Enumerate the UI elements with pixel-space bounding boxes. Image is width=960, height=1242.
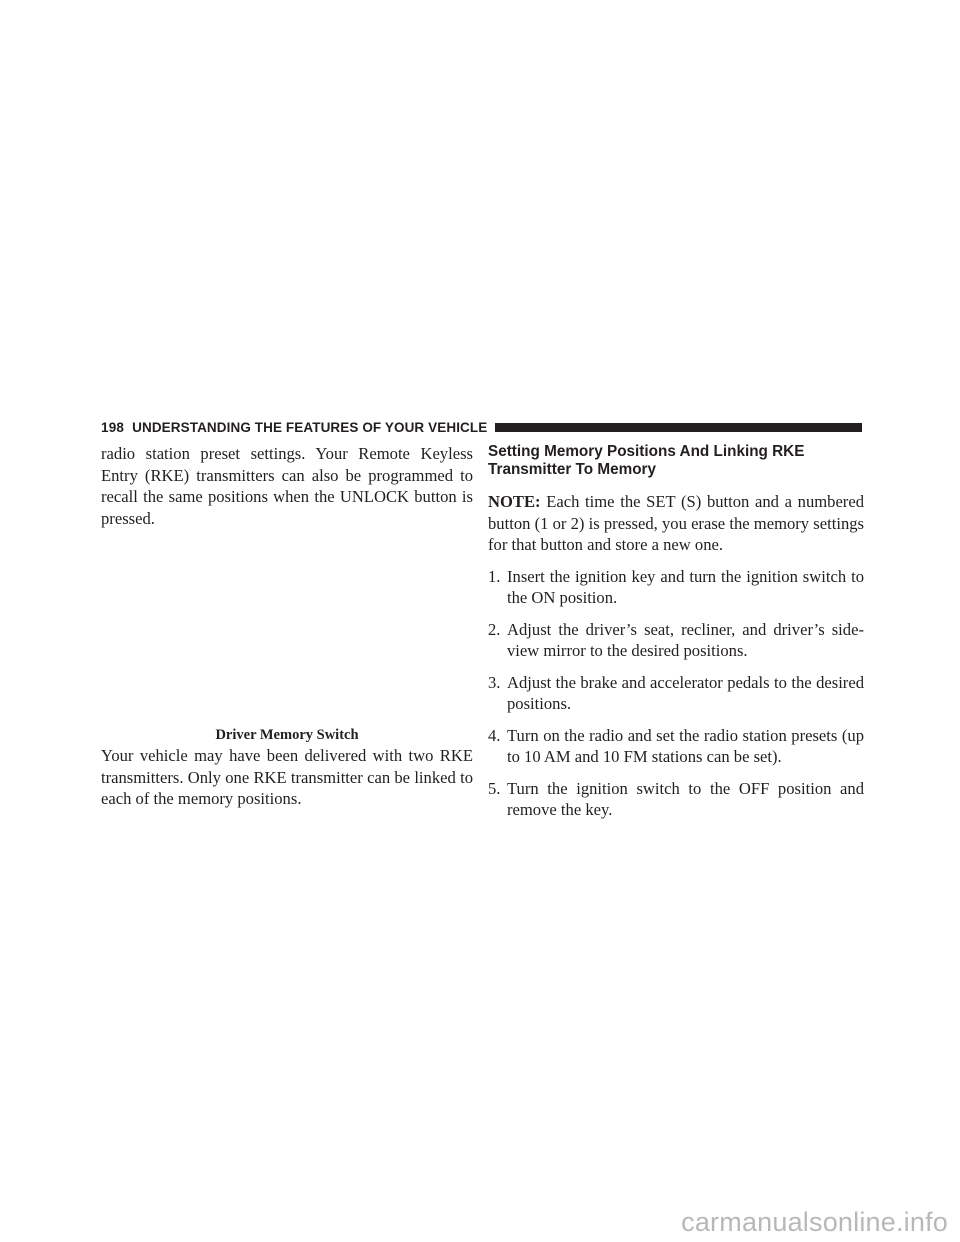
step-number: 2. — [488, 619, 501, 639]
steps-list — [488, 566, 864, 821]
step-number: 4. — [488, 725, 501, 745]
list-item — [488, 778, 864, 821]
section-heading: Setting Memory Positions And Linking RKE Transmitter To Memory — [488, 443, 805, 478]
figure-caption: Driver Memory Switch — [215, 727, 359, 743]
step-number: 1. — [488, 566, 501, 586]
step-text: Adjust the driver’s seat, recliner, and driver’s side-view mirror to the desired positions. — [507, 619, 864, 660]
note-paragraph — [488, 491, 864, 556]
list-item — [488, 672, 864, 715]
step-text: Turn the ignition switch to the OFF position and remove the key. — [507, 778, 864, 819]
header-rule — [495, 423, 862, 432]
page-header — [101, 416, 862, 438]
list-item — [488, 619, 864, 662]
list-item — [488, 725, 864, 768]
step-number: 3. — [488, 672, 501, 692]
step-text: Adjust the brake and accelerator pedals to the desired positions. — [507, 672, 864, 713]
figure-image-placeholder — [101, 510, 473, 724]
note-text: Each time the SET (S) button and a numbered button (1 or 2) is pressed, you erase the memory settings for that button and store a new one. — [488, 492, 864, 554]
step-text: Turn on the radio and set the radio station presets (up to 10 AM and 10 FM stations can be set). — [507, 725, 864, 766]
note-label: NOTE: — [488, 492, 541, 511]
right-column — [488, 443, 864, 831]
section-title: UNDERSTANDING THE FEATURES OF YOUR VEHICLE — [132, 419, 488, 435]
watermark: carmanualsonline.info — [681, 1207, 948, 1237]
rke-paragraph-container — [101, 745, 473, 810]
intro-paragraph: radio station preset settings. Your Remote Keyless Entry (RKE) transmitters can also be programmed to recall the same positions when the UNLOCK button is pressed. — [101, 444, 473, 528]
rke-paragraph: Your vehicle may have been delivered with two RKE transmitters. Only one RKE transmitter can be linked to each of the memory positions. — [101, 746, 473, 808]
list-item — [488, 566, 864, 609]
step-number: 5. — [488, 778, 501, 798]
step-text: Insert the ignition key and turn the ignition switch to the ON position. — [507, 566, 864, 607]
page-number: 198 — [101, 419, 125, 435]
